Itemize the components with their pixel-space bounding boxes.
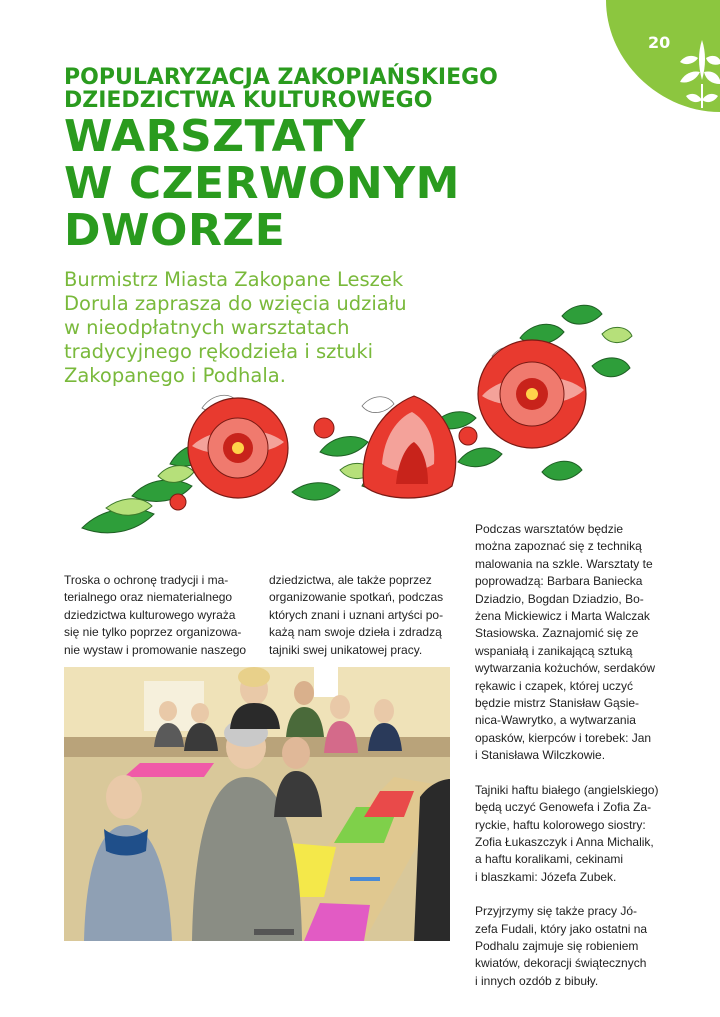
text-line: tajniki swej unikatowej pracy. xyxy=(269,642,423,657)
lead-line: Burmistrz Miasta Zakopane Leszek xyxy=(64,268,404,291)
text-line: malowania na szkle. Warsztaty te xyxy=(475,556,653,571)
lead-line: Dorula zaprasza do wzięcia udziału xyxy=(64,292,407,315)
text-line: będą uczyć Genowefa i Zofia Za- xyxy=(475,800,652,815)
text-line: Zofia Łukaszczyk i Anna Michalik, xyxy=(475,834,654,849)
text-line: wytwarzania kożuchów, serdaków xyxy=(475,661,656,676)
text-line: nie wystaw i promowanie naszego xyxy=(64,642,247,657)
text-line: Stasiowska. Zaznajomić się ze xyxy=(475,626,639,641)
heading-subtitle-line: POPULARYZACJA ZAKOPIAŃSKIEGO xyxy=(64,65,498,90)
folk-flower-ornament xyxy=(62,296,638,556)
article-heading xyxy=(64,65,624,256)
text-line: każą nam swoje dzieła i zdradzą xyxy=(269,625,442,640)
text-line: Tajniki haftu białego (angielskiego) xyxy=(475,782,659,797)
heading-title-line: WARSZTATY xyxy=(64,111,366,162)
lead-line: tradycyjnego rękodzieła i sztuki xyxy=(64,340,374,363)
text-line: a haftu koralikami, cekinami xyxy=(475,852,624,867)
text-line: Podhalu zajmuje się robieniem xyxy=(475,938,639,953)
text-line: Dziadzio, Bogdan Dziadzio, Bo- xyxy=(475,591,644,606)
body-column-3 xyxy=(475,521,665,1007)
text-line: rękawic i czapek, której uczyć xyxy=(475,678,634,693)
heading-title-line: DWORZE xyxy=(64,205,286,256)
heading-title-line: W CZERWONYM xyxy=(64,158,460,209)
text-line: organizowanie spotkań, podczas xyxy=(269,590,444,605)
text-line: terialnego oraz niematerialnego xyxy=(64,590,233,605)
text-line: ryckie, haftu kolorowego siostry: xyxy=(475,817,646,832)
text-line: których znani i uznani artyści po- xyxy=(269,607,444,622)
text-line: kwiatów, dekoracji świątecznych xyxy=(475,956,647,971)
text-line: dziedzictwa kulturowego wyraża xyxy=(64,607,236,622)
text-line: opasków, kierpców i torebek: Jan xyxy=(475,730,652,745)
text-line: i Stanisława Wilczkowie. xyxy=(475,748,606,763)
text-line: Podczas warsztatów będzie xyxy=(475,522,624,536)
text-line: Troska o ochronę tradycji i ma- xyxy=(64,573,229,587)
paragraph xyxy=(475,521,665,765)
workshop-photo xyxy=(64,667,450,941)
text-line: wspaniałą i zanikającą sztuką xyxy=(475,643,633,658)
lead-line: w nieodpłatnych warsztatach xyxy=(64,316,350,339)
text-line: dziedzictwa, ale także poprzez xyxy=(269,573,432,587)
heading-subtitle-line: DZIEDZICTWA KULTUROWEGO xyxy=(64,88,433,113)
text-line: można zapoznać się z techniką xyxy=(475,539,642,554)
text-line: zefa Fudali, który jako ostatni na xyxy=(475,921,648,936)
paragraph xyxy=(475,903,665,990)
lead-line: Zakopanego i Podhala. xyxy=(64,364,286,387)
text-line: Przyjrzymy się także pracy Jó- xyxy=(475,904,638,919)
body-column-2 xyxy=(269,572,451,659)
text-line: i innych ozdób z bibuły. xyxy=(475,973,599,988)
text-line: poprowadzą: Barbara Baniecka xyxy=(475,574,643,589)
text-line: i blaszkami: Józefa Zubek. xyxy=(475,869,617,884)
paragraph xyxy=(475,782,665,886)
body-column-1 xyxy=(64,572,260,659)
text-line: żena Mickiewicz i Marta Walczak xyxy=(475,609,650,624)
text-line: nica-Wawrytko, a wytwarzania xyxy=(475,713,636,728)
text-line: będzie mistrz Stanisław Gąsie- xyxy=(475,696,640,711)
page-number: 20 xyxy=(648,33,671,52)
text-line: się nie tylko poprzez organizowa- xyxy=(64,625,242,640)
